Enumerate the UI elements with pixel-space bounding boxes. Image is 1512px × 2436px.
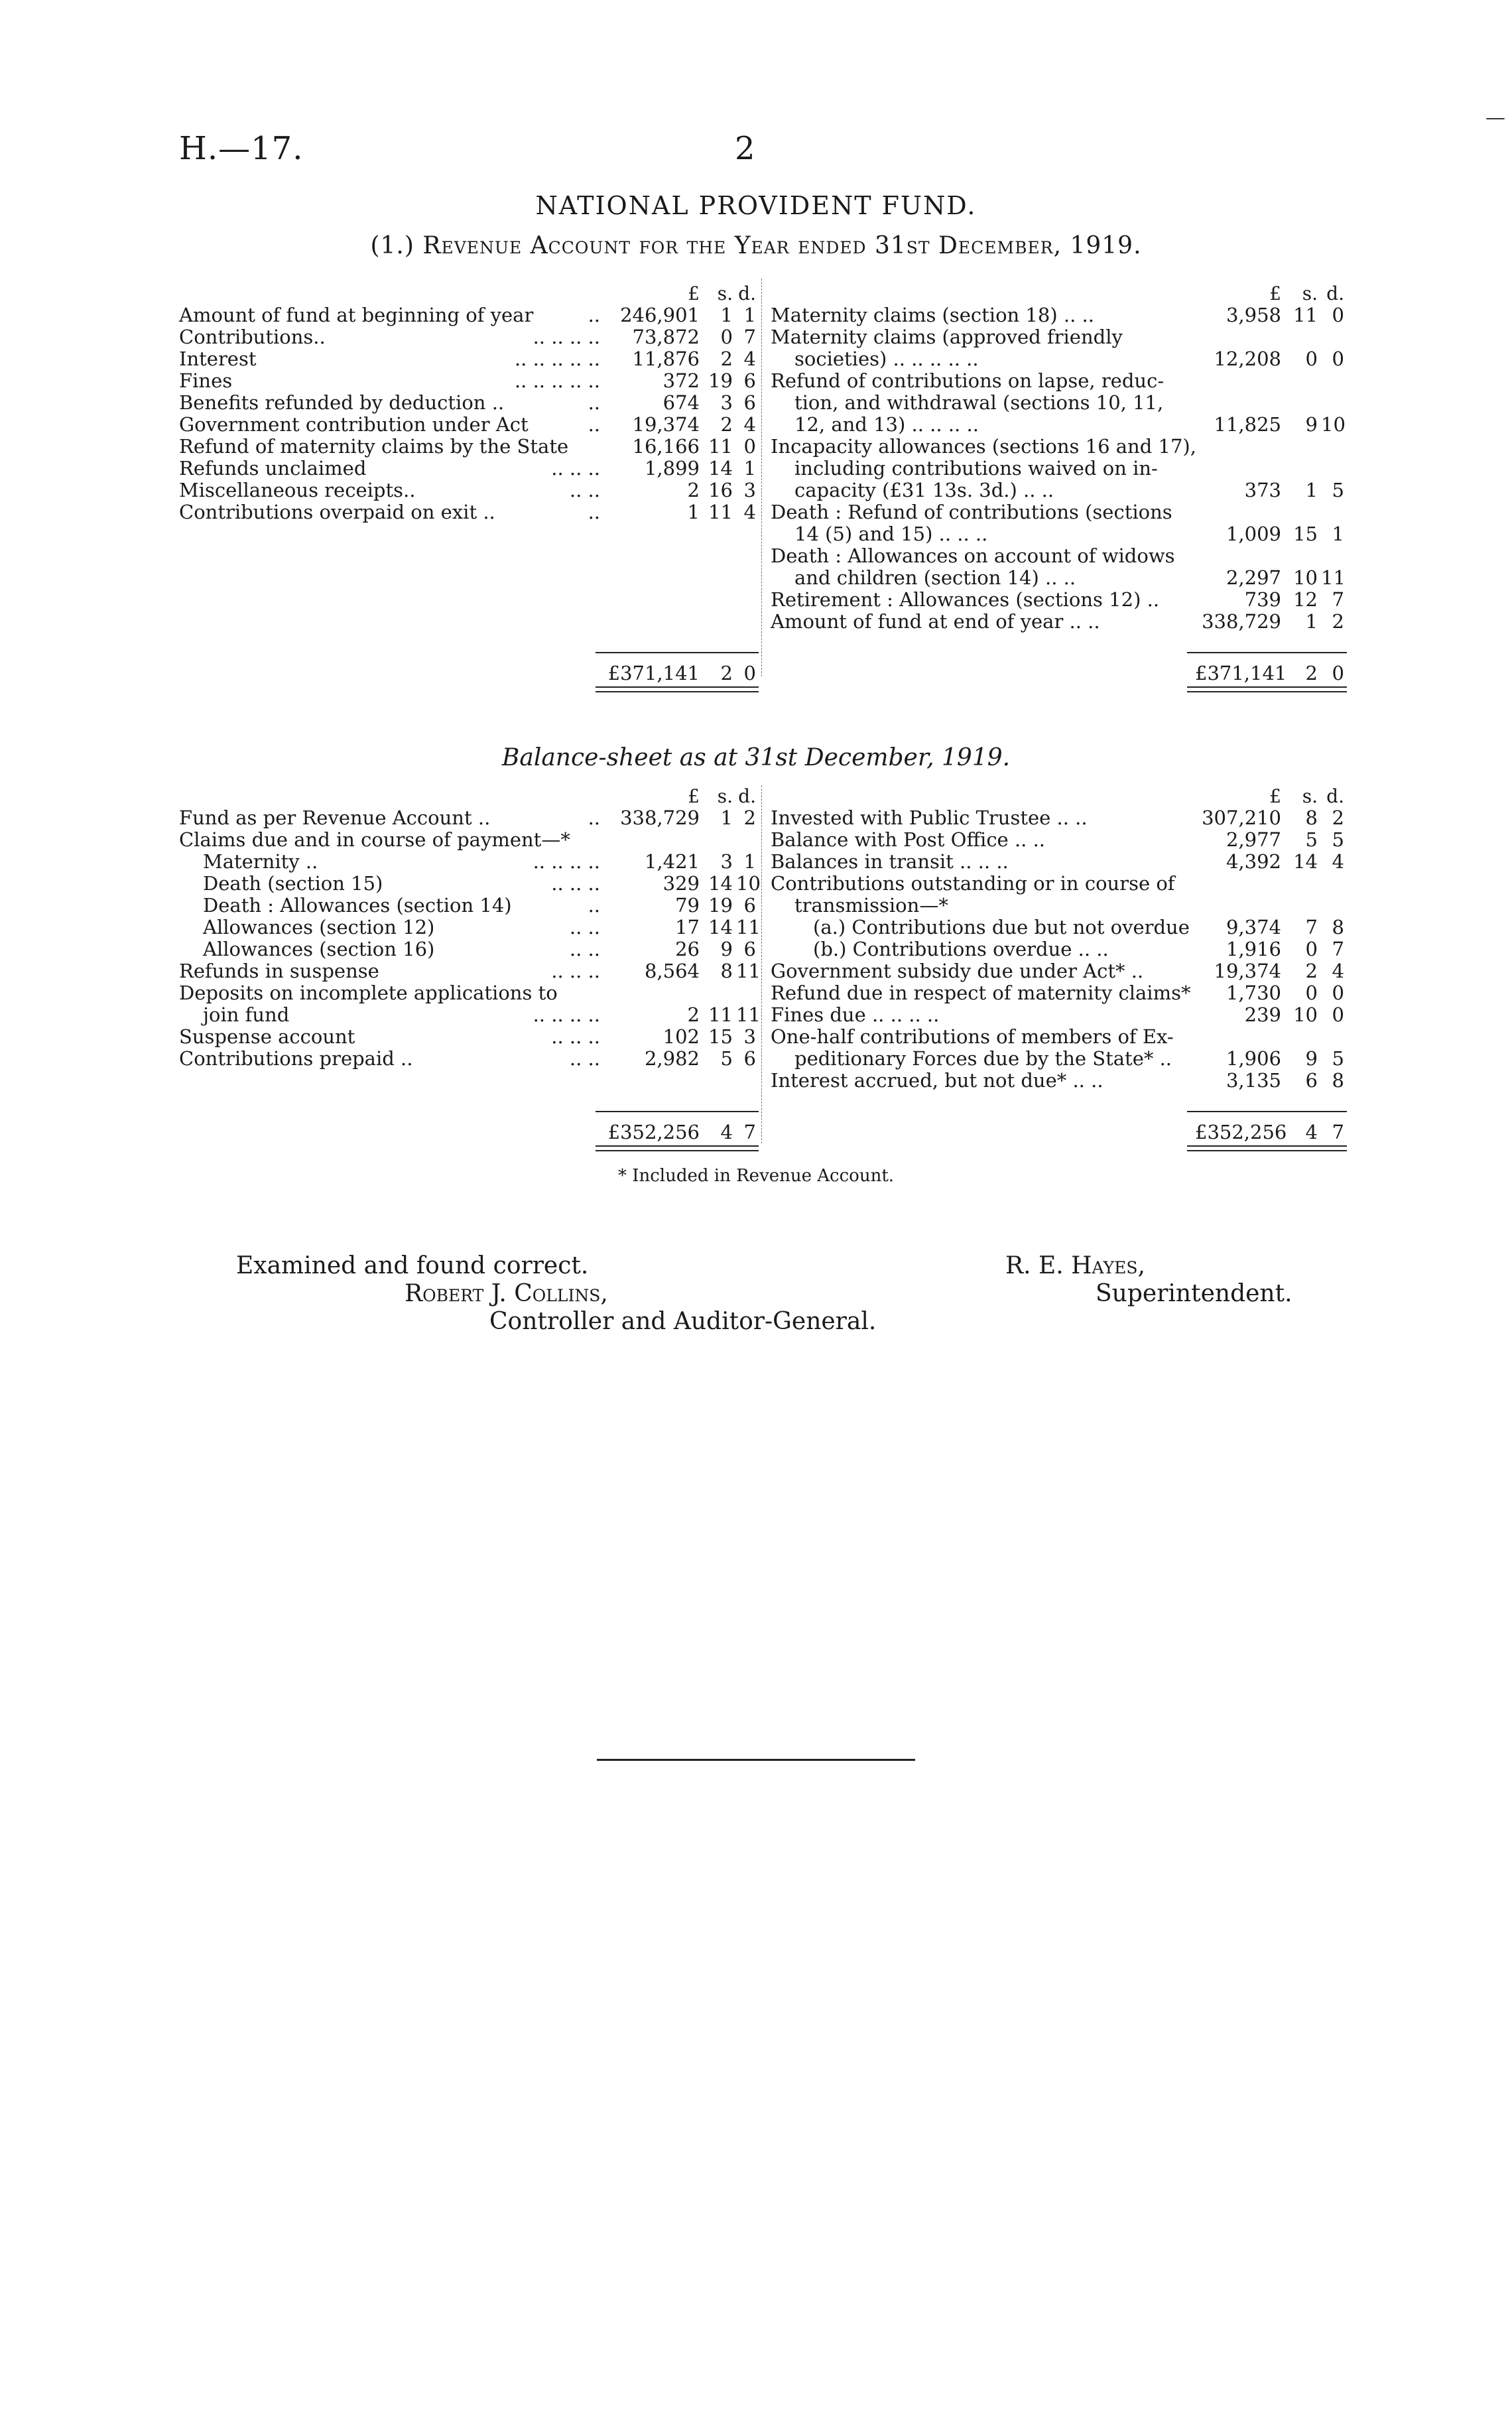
- shillings-value: 0: [1305, 938, 1318, 960]
- balance-assets: [771, 785, 1344, 1143]
- shillings-value: 3: [720, 391, 733, 414]
- leader-dots: .. .. ..: [551, 1025, 600, 1048]
- pounds-value: 2,977: [1226, 828, 1281, 851]
- pounds-value: £: [688, 283, 700, 304]
- pounds-value: 307,210: [1202, 806, 1281, 829]
- pence-value: 7: [743, 326, 756, 348]
- ledger-row: [771, 458, 1341, 480]
- pence-value: d.: [1326, 283, 1344, 304]
- pence-value: 0: [743, 662, 756, 684]
- pence-value: 11: [1321, 566, 1346, 589]
- total-row: [179, 663, 756, 684]
- ledger-row: [179, 872, 761, 895]
- column-heads: [179, 283, 756, 304]
- ledger-row: [771, 895, 1341, 917]
- pence-value: 7: [743, 1121, 756, 1143]
- row-label: Balances in transit .. .. ..: [771, 850, 1009, 873]
- pence-value: 1: [743, 457, 756, 480]
- row-label: Allowances (section 16): [203, 938, 435, 960]
- shillings-value: 11: [1293, 304, 1318, 326]
- row-label: Retirement : Allowances (sections 12) ..: [771, 588, 1160, 611]
- ledger-row: [179, 916, 761, 938]
- row-label: Death : Refund of contributions (sections: [771, 501, 1172, 523]
- shillings-value: 2: [720, 413, 733, 436]
- ledger-row: [179, 370, 756, 392]
- shillings-value: s.: [1302, 785, 1318, 807]
- total-rule: [1187, 652, 1347, 653]
- pence-value: 1: [1332, 523, 1344, 545]
- pence-value: 0: [1332, 348, 1344, 370]
- leader-dots: ..: [588, 413, 600, 436]
- shillings-value: 0: [720, 326, 733, 348]
- pounds-value: 674: [662, 391, 700, 414]
- pence-value: 10: [1321, 413, 1346, 436]
- pounds-value: 372: [662, 369, 700, 392]
- column-heads: [771, 283, 1344, 304]
- pence-value: 6: [743, 894, 756, 917]
- leader-dots: .. ..: [569, 1047, 600, 1070]
- ledger-row: [179, 829, 756, 851]
- row-label: Death (section 15): [203, 872, 383, 895]
- shillings-value: 8: [720, 960, 733, 982]
- row-label: join fund: [203, 1003, 290, 1026]
- revenue-account-heading: (1.) Revenue Account for the Year ended 31st December, 1919.: [370, 232, 1142, 259]
- spacer-row: [179, 567, 756, 589]
- document-reference: H.—17.: [179, 130, 304, 167]
- shillings-value: 1: [720, 304, 733, 326]
- ledger-row: [771, 566, 1346, 589]
- revenue-payments: [771, 283, 1346, 684]
- pounds-value: 1: [687, 501, 700, 523]
- pence-value: 3: [743, 1025, 756, 1048]
- leader-dots: .. .. .. .. ..: [514, 369, 600, 392]
- pounds-value: 1,009: [1226, 523, 1281, 545]
- pence-value: 6: [743, 938, 756, 960]
- pounds-value: 2: [687, 479, 700, 501]
- pence-value: 4: [1332, 850, 1344, 873]
- pounds-value: 1,730: [1226, 982, 1281, 1004]
- row-label: tion, and withdrawal (sections 10, 11,: [794, 391, 1164, 414]
- row-label: Benefits refunded by deduction ..: [179, 391, 505, 414]
- double-rule: [1187, 1145, 1347, 1151]
- row-label: Interest: [179, 348, 257, 370]
- auditor-title: Controller and Auditor-General.: [489, 1308, 877, 1335]
- row-label: Death : Allowances on account of widows: [771, 545, 1175, 567]
- ledger-row: [179, 1026, 756, 1048]
- pence-value: 4: [743, 348, 756, 370]
- pounds-value: 79: [675, 894, 700, 917]
- ledger-row: [771, 1069, 1344, 1092]
- row-label: Allowances (section 12): [203, 916, 435, 938]
- ledger-row: [179, 392, 756, 414]
- ledger-row: [771, 610, 1344, 633]
- column-heads: [179, 785, 756, 807]
- pence-value: 0: [1332, 662, 1344, 684]
- pounds-value: £352,256: [607, 1121, 700, 1143]
- row-label: Fund as per Revenue Account ..: [179, 806, 491, 829]
- pounds-value: 246,901: [620, 304, 700, 326]
- pounds-value: 1,421: [644, 850, 700, 873]
- ledger-row: [179, 895, 756, 917]
- leader-dots: ..: [588, 501, 600, 523]
- pence-value: 3: [743, 479, 756, 501]
- pence-value: 0: [1332, 1003, 1344, 1026]
- ledger-row: [771, 1003, 1344, 1026]
- leader-dots: .. ..: [569, 916, 600, 938]
- pounds-value: 19,374: [632, 413, 700, 436]
- row-label: and children (section 14) .. ..: [794, 566, 1076, 589]
- ledger-row: [771, 806, 1344, 829]
- shillings-value: 5: [1305, 828, 1318, 851]
- pounds-value: £371,141: [607, 662, 700, 684]
- leader-dots: .. .. .. ..: [533, 1003, 600, 1026]
- pounds-value: 3,135: [1226, 1069, 1281, 1092]
- shillings-value: 11: [708, 435, 733, 458]
- ledger-row: [771, 545, 1341, 567]
- pounds-value: 2,297: [1226, 566, 1281, 589]
- row-label: Refund of contributions on lapse, reduc-: [771, 369, 1165, 392]
- pounds-value: £371,141: [1195, 662, 1287, 684]
- shillings-value: 15: [708, 1025, 733, 1048]
- leader-dots: ..: [588, 304, 600, 326]
- ledger-row: [771, 370, 1341, 392]
- pence-value: 1: [743, 850, 756, 873]
- pounds-value: 12,208: [1214, 348, 1281, 370]
- pence-value: 7: [1332, 588, 1344, 611]
- pence-value: 4: [1332, 960, 1344, 982]
- auditor-name: Robert J. Collins,: [405, 1280, 608, 1307]
- pence-value: 6: [743, 369, 756, 392]
- ledger-row: [179, 480, 756, 501]
- row-label: 14 (5) and 15) .. .. ..: [794, 523, 988, 545]
- pence-value: 6: [743, 1047, 756, 1070]
- ledger-row: [771, 392, 1341, 414]
- double-rule: [1187, 686, 1347, 692]
- double-rule: [596, 1145, 759, 1151]
- ledger-row: [771, 938, 1344, 960]
- shillings-value: 16: [708, 479, 733, 501]
- pence-value: 4: [743, 413, 756, 436]
- pounds-value: 1,906: [1226, 1047, 1281, 1070]
- shillings-value: 1: [1305, 479, 1318, 501]
- row-label: Government contribution under Act: [179, 413, 529, 436]
- leader-dots: .. ..: [569, 479, 600, 501]
- pence-value: 7: [1332, 1121, 1344, 1143]
- shillings-value: 2: [1305, 662, 1318, 684]
- pence-value: 6: [743, 391, 756, 414]
- spacer-row: [179, 523, 756, 545]
- closing-rule: [597, 1759, 915, 1761]
- ledger-row: [771, 588, 1344, 611]
- shillings-value: 2: [720, 662, 733, 684]
- shillings-value: 19: [708, 369, 733, 392]
- pence-value: 7: [1332, 938, 1344, 960]
- pence-value: d.: [1326, 785, 1344, 807]
- superintendent-name: R. E. Hayes,: [1005, 1252, 1145, 1279]
- ledger-row: [179, 326, 756, 348]
- leader-dots: .. .. .. ..: [533, 850, 600, 873]
- shillings-value: 12: [1293, 588, 1318, 611]
- row-label: Incapacity allowances (sections 16 and 17),: [771, 435, 1196, 458]
- ledger-row: [771, 304, 1344, 326]
- pence-value: 8: [1332, 916, 1344, 938]
- row-label: Refund due in respect of maternity claims*: [771, 982, 1191, 1004]
- shillings-value: 9: [720, 938, 733, 960]
- examined-statement: Examined and found correct.: [236, 1252, 589, 1279]
- balance-liabilities: [179, 785, 761, 1143]
- shillings-value: s.: [717, 785, 733, 807]
- row-label: Death : Allowances (section 14): [203, 894, 512, 917]
- ledger-row: [771, 523, 1344, 545]
- row-label: Miscellaneous receipts..: [179, 479, 416, 501]
- leader-dots: .. ..: [569, 938, 600, 960]
- row-label: Contributions prepaid ..: [179, 1047, 413, 1070]
- ledger-row: [771, 850, 1344, 873]
- shillings-value: 0: [1305, 982, 1318, 1004]
- pounds-value: 16,166: [632, 435, 700, 458]
- pounds-value: 329: [662, 872, 700, 895]
- total-rule: [596, 652, 759, 653]
- shillings-value: 14: [1293, 850, 1318, 873]
- shillings-value: 5: [720, 1047, 733, 1070]
- row-label: capacity (£31 13s. 3d.) .. ..: [794, 479, 1054, 501]
- ledger-row: [771, 413, 1346, 436]
- pence-value: 5: [1332, 828, 1344, 851]
- shillings-value: 6: [1305, 1069, 1318, 1092]
- row-label: including contributions waived on in-: [794, 457, 1158, 480]
- ledger-row: [179, 414, 756, 436]
- pence-value: 11: [736, 1003, 761, 1026]
- pounds-value: 239: [1244, 1003, 1281, 1026]
- pounds-value: 338,729: [620, 806, 700, 829]
- pence-value: 0: [1332, 304, 1344, 326]
- total-row: [771, 1121, 1344, 1143]
- row-label: Fines due .. .. .. ..: [771, 1003, 940, 1026]
- pence-value: 10: [736, 872, 761, 895]
- shillings-value: 7: [1305, 916, 1318, 938]
- pence-value: 5: [1332, 479, 1344, 501]
- pounds-value: 1,899: [644, 457, 700, 480]
- row-label: Maternity claims (approved friendly: [771, 326, 1123, 348]
- double-rule: [596, 686, 759, 692]
- pence-value: d.: [738, 785, 756, 807]
- row-label: (b.) Contributions overdue .. ..: [813, 938, 1109, 960]
- shillings-value: 9: [1305, 1047, 1318, 1070]
- shillings-value: 14: [708, 457, 733, 480]
- leader-dots: ..: [588, 391, 600, 414]
- shillings-value: 15: [1293, 523, 1318, 545]
- ledger-row: [179, 982, 756, 1004]
- row-label: societies) .. .. .. .. ..: [794, 348, 979, 370]
- pence-value: 11: [736, 960, 761, 982]
- shillings-value: 14: [708, 916, 733, 938]
- pounds-value: £: [1269, 785, 1281, 807]
- ledger-row: [771, 326, 1341, 348]
- ledger-row: [179, 807, 756, 829]
- ledger-row: [771, 1047, 1344, 1070]
- column-heads: [771, 785, 1344, 807]
- row-label: Balance with Post Office .. ..: [771, 828, 1046, 851]
- row-label: Contributions overpaid on exit ..: [179, 501, 495, 523]
- pence-value: 5: [1332, 1047, 1344, 1070]
- pounds-value: 338,729: [1202, 610, 1281, 633]
- balance-sheet-heading: Balance-sheet as at 31st December, 1919.: [501, 744, 1011, 771]
- leader-dots: ..: [588, 806, 600, 829]
- shillings-value: 10: [1293, 566, 1318, 589]
- revenue-column-divider: [761, 279, 762, 676]
- row-label: Refund of maternity claims by the State: [179, 435, 569, 458]
- pounds-value: 11,825: [1214, 413, 1281, 436]
- pounds-value: 1,916: [1226, 938, 1281, 960]
- row-label: Amount of fund at end of year .. ..: [771, 610, 1100, 633]
- pence-value: 1: [743, 304, 756, 326]
- shillings-value: 14: [708, 872, 733, 895]
- margin-mark: —: [1485, 106, 1505, 129]
- shillings-value: 9: [1305, 413, 1318, 436]
- pence-value: 2: [743, 806, 756, 829]
- pounds-value: 11,876: [632, 348, 700, 370]
- pounds-value: 2,982: [644, 1047, 700, 1070]
- row-label: Deposits on incomplete applications to: [179, 982, 558, 1004]
- shillings-value: 1: [720, 806, 733, 829]
- pence-value: 0: [743, 435, 756, 458]
- pounds-value: 4,392: [1226, 850, 1281, 873]
- pence-value: 2: [1332, 806, 1344, 829]
- total-row: [179, 1122, 756, 1143]
- shillings-value: 0: [1305, 348, 1318, 370]
- leader-dots: .. .. .. ..: [533, 326, 600, 348]
- pounds-value: 2: [687, 1003, 700, 1026]
- spacer-row: [179, 545, 756, 567]
- pounds-value: 19,374: [1214, 960, 1281, 982]
- ledger-row: [179, 1048, 756, 1070]
- row-label: Contributions outstanding or in course of: [771, 872, 1175, 895]
- ledger-row: [179, 851, 756, 873]
- pounds-value: £: [688, 785, 700, 807]
- pence-value: 2: [1332, 610, 1344, 633]
- pence-value: d.: [738, 283, 756, 304]
- ledger-row: [179, 458, 756, 480]
- pence-value: 8: [1332, 1069, 1344, 1092]
- shillings-value: 10: [1293, 1003, 1318, 1026]
- ledger-row: [179, 1003, 761, 1026]
- pounds-value: 373: [1244, 479, 1281, 501]
- ledger-row: [771, 828, 1344, 851]
- shillings-value: 2: [1305, 960, 1318, 982]
- row-label: Fines: [179, 369, 233, 392]
- superintendent-title: Superintendent.: [1096, 1280, 1292, 1307]
- ledger-row: [771, 436, 1341, 458]
- leader-dots: ..: [588, 894, 600, 917]
- ledger-row: [179, 436, 756, 458]
- row-label: Government subsidy due under Act* ..: [771, 960, 1144, 982]
- ledger-row: [771, 873, 1341, 895]
- row-label: Invested with Public Trustee .. ..: [771, 806, 1088, 829]
- pounds-value: 26: [675, 938, 700, 960]
- row-label: (a.) Contributions due but not overdue: [813, 916, 1190, 938]
- row-label: Amount of fund at beginning of year: [179, 304, 534, 326]
- shillings-value: 11: [708, 1003, 733, 1026]
- spacer-row: [179, 589, 756, 611]
- ledger-row: [179, 348, 756, 370]
- row-label: Maternity ..: [203, 850, 318, 873]
- shillings-value: 4: [1305, 1121, 1318, 1143]
- row-label: Refunds in suspense: [179, 960, 379, 982]
- ledger-row: [771, 960, 1344, 982]
- shillings-value: 4: [720, 1121, 733, 1143]
- row-label: Suspense account: [179, 1025, 355, 1048]
- row-label: transmission—*: [794, 894, 948, 917]
- ledger-row: [179, 938, 756, 960]
- ledger-row: [771, 1026, 1341, 1048]
- row-label: One-half contributions of members of Ex-: [771, 1025, 1174, 1048]
- spacer-row: [179, 1070, 756, 1092]
- pence-value: 11: [736, 916, 761, 938]
- pounds-value: 739: [1244, 588, 1281, 611]
- ledger-row: [771, 501, 1341, 523]
- row-label: 12, and 13) .. .. .. ..: [794, 413, 979, 436]
- spacer-row: [179, 611, 756, 633]
- total-rule: [1187, 1111, 1347, 1112]
- pence-value: 0: [1332, 982, 1344, 1004]
- pence-value: 4: [743, 501, 756, 523]
- ledger-row: [771, 479, 1344, 501]
- pounds-value: 8,564: [644, 960, 700, 982]
- total-rule: [596, 1111, 759, 1112]
- page-number: 2: [735, 130, 755, 167]
- total-row: [771, 662, 1344, 684]
- pounds-value: £352,256: [1195, 1121, 1287, 1143]
- shillings-value: 19: [708, 894, 733, 917]
- leader-dots: .. .. ..: [551, 872, 600, 895]
- shillings-value: s.: [1302, 283, 1318, 304]
- shillings-value: 1: [1305, 610, 1318, 633]
- footnote: * Included in Revenue Account.: [617, 1166, 895, 1186]
- shillings-value: 2: [720, 348, 733, 370]
- revenue-receipts: [179, 283, 756, 684]
- ledger-row: [771, 348, 1344, 370]
- pounds-value: 102: [662, 1025, 700, 1048]
- pounds-value: 17: [675, 916, 700, 938]
- row-label: Contributions..: [179, 326, 326, 348]
- shillings-value: s.: [717, 283, 733, 304]
- pounds-value: 73,872: [632, 326, 700, 348]
- shillings-value: 11: [708, 501, 733, 523]
- ledger-row: [179, 960, 761, 982]
- ledger-row: [771, 982, 1344, 1004]
- row-label: peditionary Forces due by the State* ..: [794, 1047, 1172, 1070]
- leader-dots: .. .. ..: [551, 960, 600, 982]
- leader-dots: .. .. .. .. ..: [514, 348, 600, 370]
- ledger-row: [771, 916, 1344, 938]
- pounds-value: 3,958: [1226, 304, 1281, 326]
- page-title: NATIONAL PROVIDENT FUND.: [535, 191, 977, 220]
- pounds-value: £: [1269, 283, 1281, 304]
- ledger-row: [179, 501, 756, 523]
- leader-dots: .. .. ..: [551, 457, 600, 480]
- ledger-row: [179, 304, 756, 326]
- row-label: Maternity claims (section 18) .. ..: [771, 304, 1094, 326]
- balance-column-divider: [761, 785, 762, 1143]
- row-label: Refunds unclaimed: [179, 457, 367, 480]
- row-label: Interest accrued, but not due* .. ..: [771, 1069, 1103, 1092]
- shillings-value: 8: [1305, 806, 1318, 829]
- row-label: Claims due and in course of payment—*: [179, 828, 570, 851]
- shillings-value: 3: [720, 850, 733, 873]
- pounds-value: 9,374: [1226, 916, 1281, 938]
